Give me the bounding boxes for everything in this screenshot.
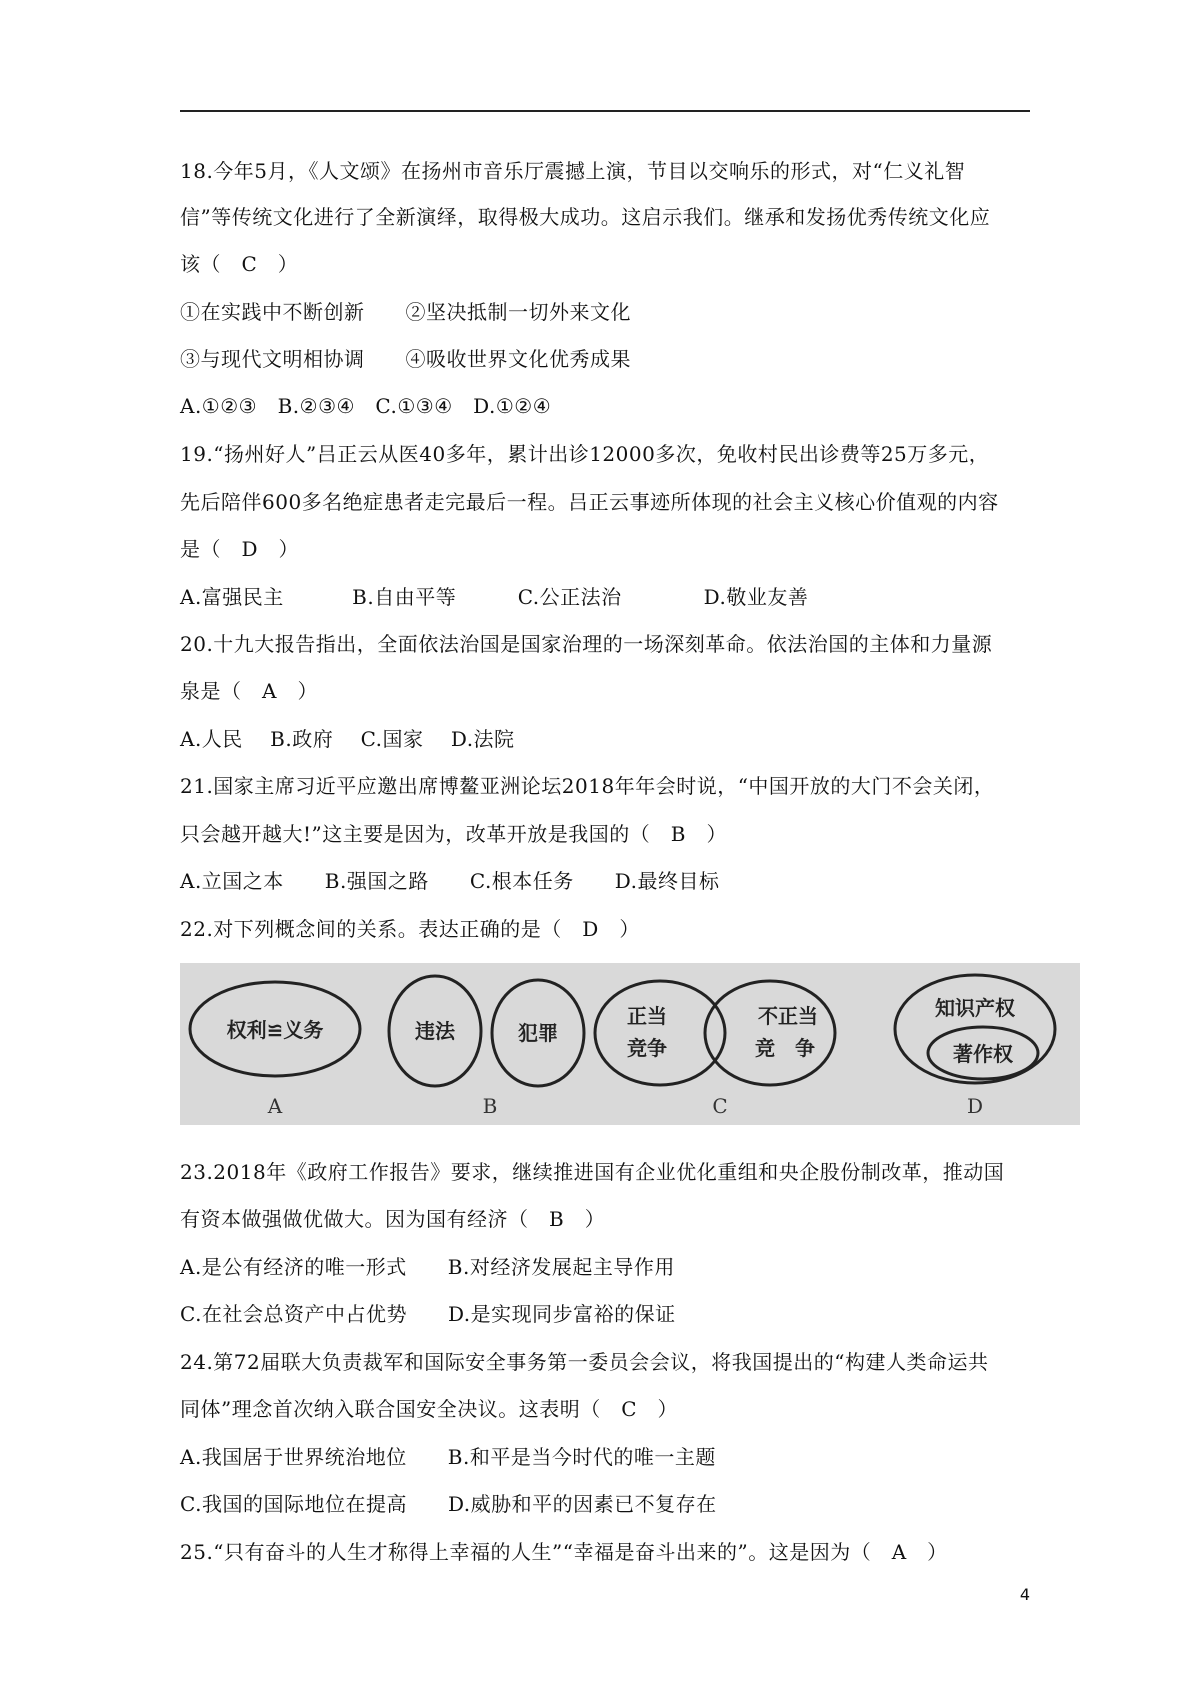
venn-diagram-figure: [180, 963, 1080, 1125]
q23-option-row1: A.是公有经济的唯一形式 B.对经济发展起主导作用: [180, 1255, 675, 1279]
q23-line1: 23.2018年《政府工作报告》要求，继续推进国有企业优化重组和央企股份制改革，推动国: [180, 1160, 1005, 1184]
d-outer-text: 知识产权: [935, 996, 1015, 1020]
b-right-text: 犯罪: [518, 1021, 558, 1045]
q19-line1: 19.“扬州好人”吕正云从医40多年，累计出诊12000多次，免收村民出诊费等25万多元，: [180, 442, 990, 466]
q23-option-row2: C.在社会总资产中占优势 D.是实现同步富裕的保证: [180, 1302, 676, 1326]
q24-line1: 24.第72届联大负责裁军和国际安全事务第一委员会会议，将我国提出的“构建人类命运共: [180, 1350, 989, 1374]
q18-option-row2: ③与现代文明相协调 ④吸收世界文化优秀成果: [180, 347, 631, 371]
d-inner-text: 著作权: [953, 1042, 1013, 1066]
c-right-text-2: 竞 争: [755, 1036, 815, 1060]
q20-line1: 20.十九大报告指出，全面依法治国是国家治理的一场深刻革命。依法治国的主体和力量源: [180, 632, 993, 656]
q18-choices: A.①②③ B.②③④ C.①③④ D.①②④: [180, 394, 552, 418]
q24-line2: 同体”理念首次纳入联合国安全决议。这表明（ C ）: [180, 1397, 679, 1421]
b-left-text: 违法: [415, 1019, 455, 1043]
q18-option-row1: ①在实践中不断创新 ②坚决抵制一切外来文化: [180, 300, 631, 324]
q21-line2: 只会越开越大!”这主要是因为，改革开放是我国的（ B ）: [180, 822, 727, 846]
q21-choices: A.立国之本 B.强国之路 C.根本任务 D.最终目标: [180, 869, 720, 893]
header-rule: [180, 110, 1030, 112]
q22-line1: 22.对下列概念间的关系。表达正确的是（ D ）: [180, 917, 640, 941]
q24-option-row2: C.我国的国际地位在提高 D.威胁和平的因素已不复存在: [180, 1492, 717, 1516]
page-number: 4: [1019, 1585, 1030, 1604]
b-label: B: [482, 1094, 498, 1118]
q19-choices: A.富强民主 B.自由平等 C.公正法治 D.敬业友善: [180, 585, 809, 609]
q19-line3: 是（ D ）: [180, 537, 300, 561]
q23-line2: 有资本做强做优做大。因为国有经济（ B ）: [180, 1207, 606, 1231]
c-left-text-1: 正当: [627, 1004, 667, 1028]
c-left-text-2: 竞争: [627, 1036, 667, 1060]
a-label: A: [267, 1094, 283, 1118]
d-label: D: [966, 1094, 984, 1118]
q20-line2: 泉是（ A ）: [180, 679, 318, 703]
q20-choices: A.人民 B.政府 C.国家 D.法院: [180, 727, 515, 751]
c-right-text-1: 不正当: [758, 1004, 818, 1028]
c-label: C: [712, 1094, 728, 1118]
q19-line2: 先后陪伴600多名绝症患者走完最后一程。吕正云事迹所体现的社会主义核心价值观的内容: [180, 490, 999, 514]
q18-line3: 该（ C ）: [180, 252, 299, 276]
q18-line2: 信”等传统文化进行了全新演绎，取得极大成功。这启示我们。继承和发扬优秀传统文化应: [180, 205, 991, 229]
a-text: 权利≌义务: [226, 1018, 324, 1042]
q21-line1: 21.国家主席习近平应邀出席博鳌亚洲论坛2018年年会时说，“中国开放的大门不会关闭，: [180, 774, 995, 798]
q18-line1: 18.今年5月，《人文颂》在扬州市音乐厅震撼上演，节目以交响乐的形式，对“仁义礼智: [180, 159, 966, 183]
q24-option-row1: A.我国居于世界统治地位 B.和平是当今时代的唯一主题: [180, 1445, 716, 1469]
q25-line1: 25.“只有奋斗的人生才称得上幸福的人生”“幸福是奋斗出来的”。这是因为（ A ）: [180, 1540, 948, 1564]
